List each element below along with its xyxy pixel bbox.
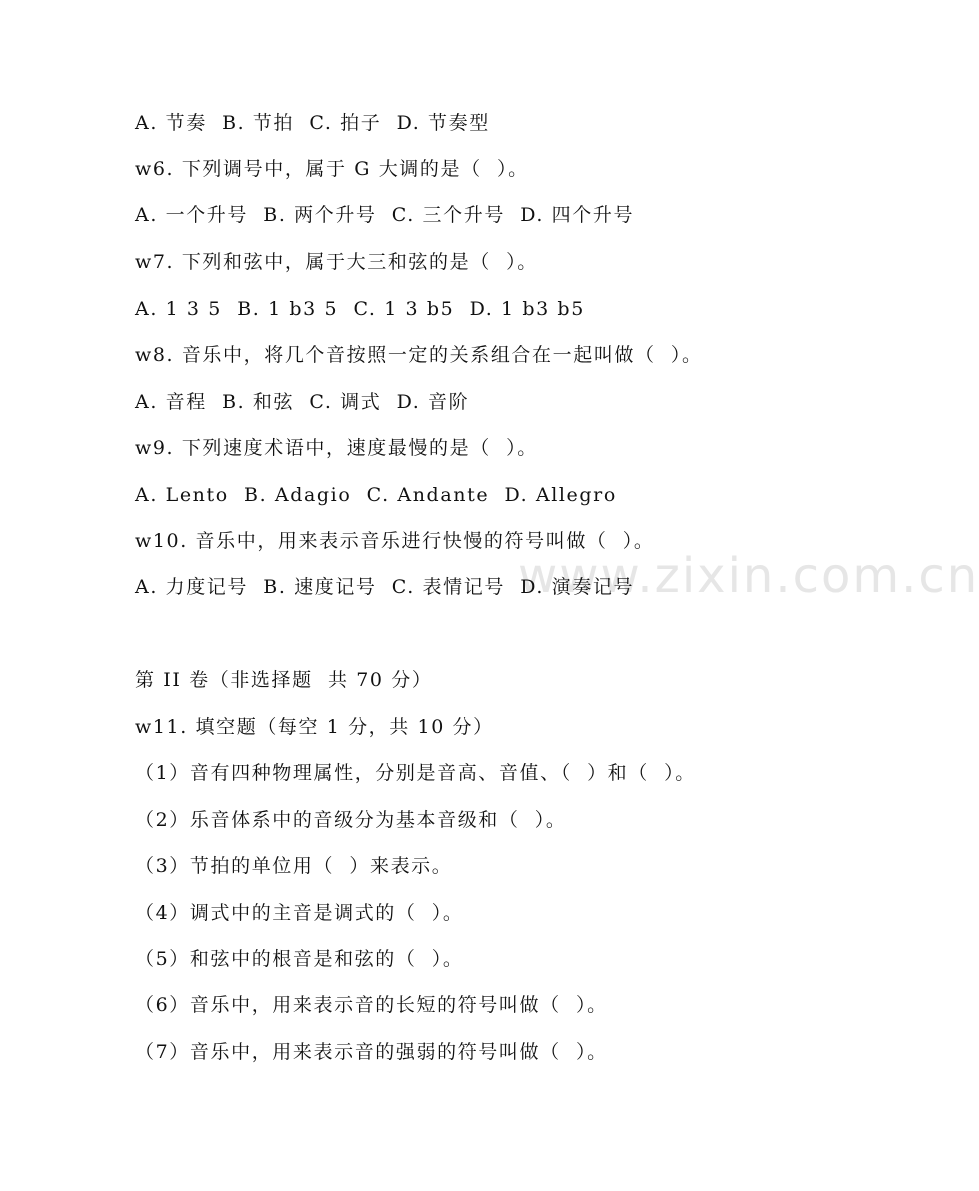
- q7-options: A. 1 3 5 B. 1 b3 5 C. 1 3 b5 D. 1 b3 b5: [135, 298, 585, 320]
- fill-item-1: （1）音有四种物理属性，分别是音高、音值、（ ）和（ ）。: [135, 762, 696, 784]
- fill-item-2: （2）乐音体系中的音级分为基本音级和（ ）。: [135, 809, 567, 831]
- fill-item-7: （7）音乐中，用来表示音的强弱的符号叫做（ ）。: [135, 1041, 608, 1063]
- q9-stem: w9. 下列速度术语中，速度最慢的是（ ）。: [135, 437, 538, 459]
- watermark: www.zixin.com.cn: [518, 548, 979, 604]
- fill-item-6: （6）音乐中，用来表示音的长短的符号叫做（ ）。: [135, 994, 608, 1016]
- q7-stem: w7. 下列和弦中，属于大三和弦的是（ ）。: [135, 251, 538, 273]
- q8-stem: w8. 音乐中，将几个音按照一定的关系组合在一起叫做（ ）。: [135, 344, 703, 366]
- q6-options: A. 一个升号 B. 两个升号 C. 三个升号 D. 四个升号: [135, 204, 635, 226]
- q10-options: A. 力度记号 B. 速度记号 C. 表情记号 D. 演奏记号: [135, 576, 635, 598]
- q8-options: A. 音程 B. 和弦 C. 调式 D. 音阶: [135, 391, 470, 413]
- fill-item-5: （5）和弦中的根音是和弦的（ ）。: [135, 948, 464, 970]
- q9-options: A. Lento B. Adagio C. Andante D. Allegro: [135, 484, 617, 506]
- q11-stem: w11. 填空题（每空 1 分，共 10 分）: [135, 716, 494, 738]
- fill-item-4: （4）调式中的主音是调式的（ ）。: [135, 902, 464, 924]
- q6-stem: w6. 下列调号中，属于 G 大调的是（ ）。: [135, 158, 529, 180]
- fill-item-3: （3）节拍的单位用（ ）来表示。: [135, 855, 453, 877]
- q5-options: A. 节奏 B. 节拍 C. 拍子 D. 节奏型: [135, 112, 490, 134]
- section2-title: 第 II 卷（非选择题 共 70 分）: [135, 669, 433, 691]
- q10-stem: w10. 音乐中，用来表示音乐进行快慢的符号叫做（ ）。: [135, 530, 655, 552]
